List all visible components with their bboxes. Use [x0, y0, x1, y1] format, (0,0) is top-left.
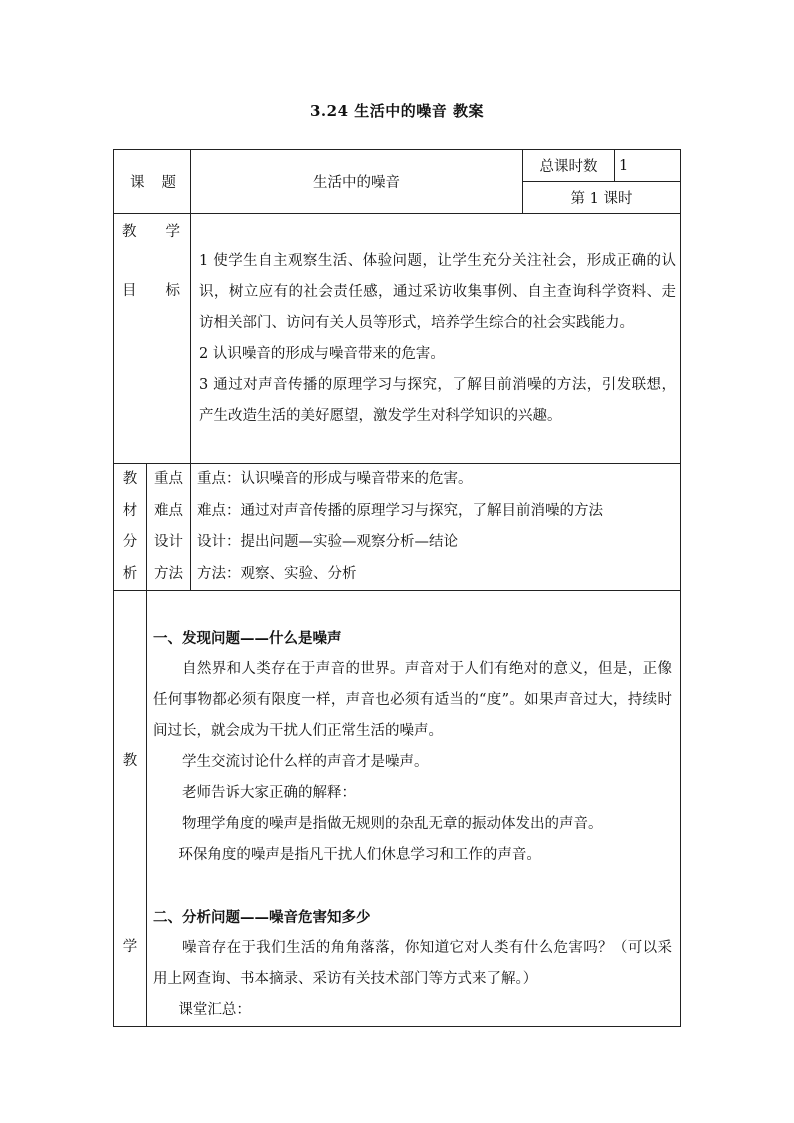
- objectives-label-char: 标: [165, 283, 180, 299]
- objectives-label-char: 目: [122, 283, 137, 299]
- section-paragraph: 学生交流讨论什么样的声音才是噪声。: [182, 754, 429, 770]
- total-hours-value: 1: [619, 157, 629, 174]
- analysis-sublabel: 重点: [154, 471, 183, 487]
- objectives-label-char: 学: [165, 224, 180, 240]
- topic-value-cell: [191, 150, 523, 214]
- analysis-text: 重点：认识噪音的形成与噪音带来的危害。: [197, 471, 473, 487]
- analysis-text: 设计：提出问题—实验—观察分析—结论: [197, 534, 458, 550]
- section-paragraph: 物理学角度的噪声是指做无规则的杂乱无章的振动体发出的声音。: [182, 816, 603, 832]
- section-paragraph: 噪音存在于我们生活的角角落落，你知道它对人类有什么危害吗？（可以采用上网查询、书本摘录、采访有关技术部门等方式来了解。）: [153, 940, 672, 987]
- analysis-label-char: 分: [122, 534, 138, 550]
- process-label-char: 学: [122, 939, 138, 955]
- section-paragraph: 课堂汇总：: [178, 1002, 251, 1018]
- process-label-char: 教: [122, 753, 138, 769]
- total-hours-label: 总课时数: [539, 159, 598, 175]
- document-title: 3.24 生活中的噪音 教案: [310, 102, 484, 120]
- lesson-number-cell: [523, 182, 681, 214]
- objectives-label-char: 教: [122, 224, 137, 240]
- section-paragraph: 环保角度的噪声是指凡干扰人们休息学习和工作的声音。: [178, 847, 541, 863]
- section-title: 一、发现问题——什么是噪声: [153, 630, 342, 647]
- topic-label-cell: [114, 150, 191, 214]
- analysis-label-char: 教: [122, 471, 138, 487]
- objective-item: 3 通过对声音传播的原理学习与探究，了解目前消噪的方法，引发联想，产生改造生活的美好愿望，激发学生对科学知识的兴趣。: [199, 377, 676, 424]
- analysis-sublabel-cell: [147, 464, 191, 591]
- analysis-sublabel: 设计: [154, 534, 183, 550]
- lesson-plan-table: [113, 149, 681, 1027]
- analysis-label-char: 材: [122, 502, 138, 519]
- section-paragraph: 自然界和人类存在于声音的世界。声音对于人们有绝对的意义，但是，正像任何事物都必须有限度一样，声音也必须有适当的“度”。如果声音过大，持续时间过长，就会成为干扰人们正常生活的噪声。: [153, 661, 672, 739]
- lesson-number: 第 1 课时: [570, 191, 633, 207]
- objectives-content-cell: [191, 214, 681, 464]
- analysis-label-char: 析: [122, 565, 138, 582]
- topic-value: 生活中的噪音: [313, 175, 400, 191]
- process-content-cell: [147, 591, 681, 1027]
- objective-item: 2 认识噪音的形成与噪音带来的危害。: [199, 346, 445, 362]
- total-hours-value-cell: [615, 150, 681, 182]
- analysis-text: 难点：通过对声音传播的原理学习与探究，了解目前消噪的方法: [197, 502, 603, 519]
- process-label-cell: [114, 591, 147, 1027]
- topic-label-a: 课: [130, 175, 145, 191]
- analysis-sublabel: 方法: [154, 565, 183, 582]
- section-paragraph: 老师告诉大家正确的解释：: [182, 785, 356, 801]
- total-hours-label-cell: [523, 150, 615, 182]
- analysis-label-cell: [114, 464, 147, 591]
- section-title: 二、分析问题——噪音危害知多少: [153, 909, 371, 926]
- analysis-sublabel: 难点: [154, 502, 183, 519]
- objective-item: 1 使学生自主观察生活、体验问题，让学生充分关注社会，形成正确的认识，树立应有的社会责任感，通过采访收集事例、自主查询科学资料、走访相关部门、访问有关人员等形式，培养学生综合的社会实践能力。: [199, 253, 676, 331]
- objectives-label-cell: [114, 214, 191, 464]
- analysis-text: 方法：观察、实验、分析: [197, 565, 357, 582]
- analysis-content-cell: [191, 464, 681, 591]
- topic-label-b: 题: [161, 175, 176, 191]
